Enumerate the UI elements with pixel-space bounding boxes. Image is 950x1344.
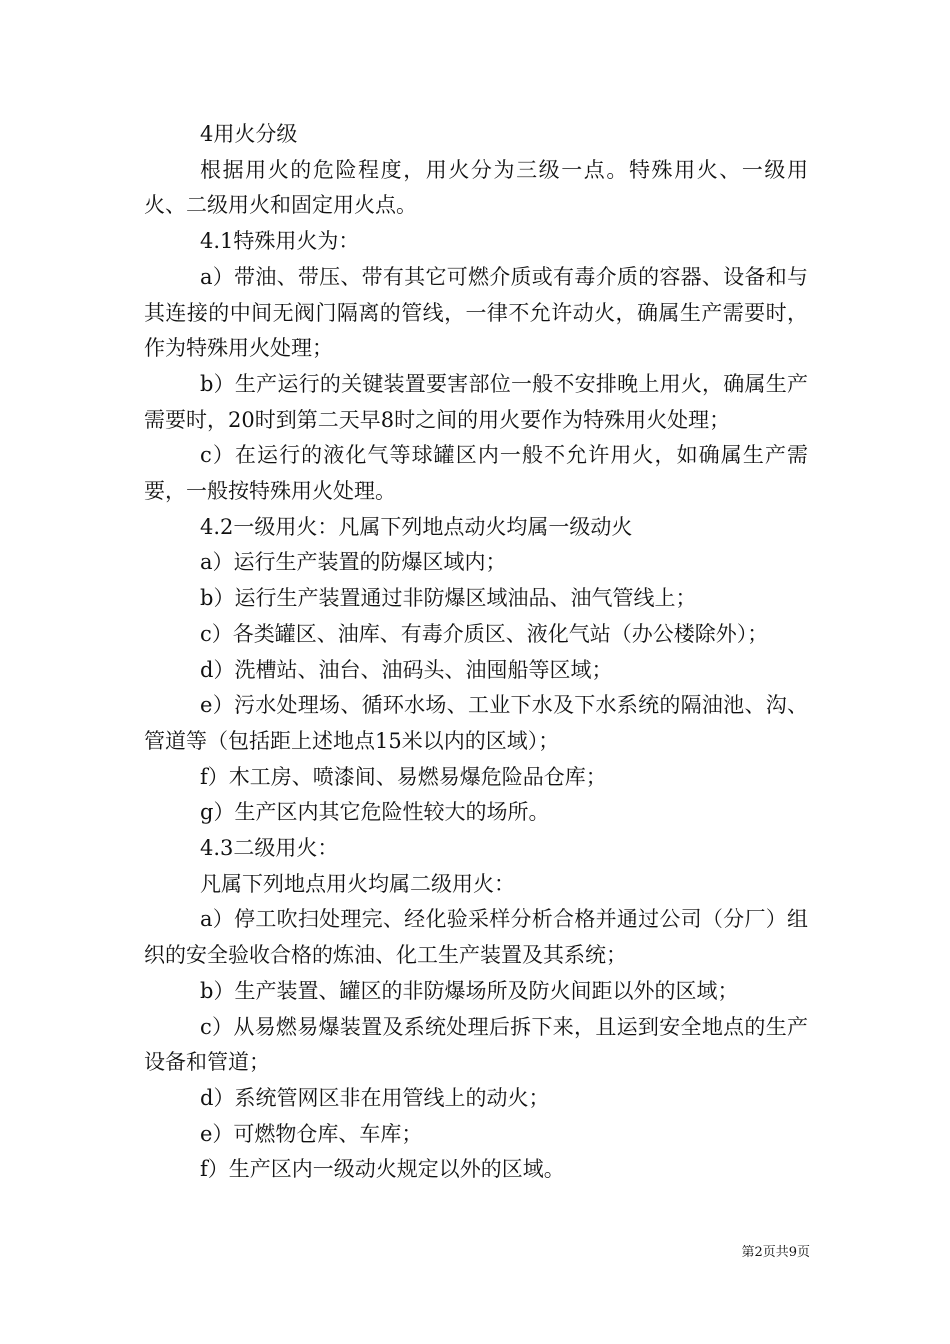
paragraph-intro: 根据用火的危险程度，用火分为三级一点。特殊用火、一级用火、二级用火和固定用火点。 bbox=[144, 157, 808, 218]
subsection-heading-4-3: 4.3二级用火： bbox=[200, 836, 339, 861]
document-body bbox=[144, 117, 808, 1188]
list-item-4-1-a: a）带油、带压、带有其它可燃介质或有毒介质的容器、设备和与其连接的中间无阀门隔离的管线，一律不允许动火，确属生产需要时，作为特殊用火处理； bbox=[144, 264, 808, 361]
list-item-4-3-f: f）生产区内一级动火规定以外的区域。 bbox=[200, 1157, 565, 1182]
list-item-4-2-c: c）各类罐区、油库、有毒介质区、液化气站（办公楼除外）； bbox=[200, 621, 769, 646]
subsection-heading-4-2: 4.2一级用火：凡属下列地点动火均属一级动火 bbox=[200, 514, 633, 539]
paragraph-4-3-intro: 凡属下列地点用火均属二级用火： bbox=[200, 871, 515, 896]
list-item-4-2-f: f）木工房、喷漆间、易燃易爆危险品仓库； bbox=[200, 764, 607, 789]
list-item-4-2-g: g）生产区内其它危险性较大的场所。 bbox=[200, 800, 550, 825]
list-item-4-2-a: a）运行生产装置的防爆区域内； bbox=[200, 550, 507, 575]
page-number-footer: 第2页共9页 bbox=[741, 1245, 810, 1260]
list-item-4-2-d: d）洗槽站、油台、油码头、油囤船等区域； bbox=[200, 657, 613, 682]
list-item-4-3-e: e）可燃物仓库、车库； bbox=[200, 1121, 423, 1146]
list-item-4-1-c: c）在运行的液化气等球罐区内一般不允许用火，如确属生产需要，一般按特殊用火处理。 bbox=[144, 443, 808, 504]
list-item-4-3-a: a）停工吹扫处理完、经化验采样分析合格并通过公司（分厂）组织的安全验收合格的炼油、化工生产装置及其系统； bbox=[144, 907, 808, 968]
list-item-4-3-c: c）从易燃易爆装置及系统处理后拆下来，且运到安全地点的生产设备和管道； bbox=[144, 1014, 808, 1075]
subsection-heading-4-1: 4.1特殊用火为： bbox=[200, 229, 360, 254]
section-heading-4: 4用火分级 bbox=[200, 122, 298, 146]
list-item-4-3-d: d）系统管网区非在用管线上的动火； bbox=[200, 1085, 550, 1110]
list-item-4-3-b: b）生产装置、罐区的非防爆场所及防火间距以外的区域； bbox=[200, 978, 739, 1003]
list-item-4-1-b: b）生产运行的关键装置要害部位一般不安排晚上用火，确属生产需要时，20时到第二天早8时之间的用火要作为特殊用火处理； bbox=[144, 371, 808, 432]
list-item-4-2-e: e）污水处理场、循环水场、工业下水及下水系统的隔油池、沟、管道等（包括距上述地点15米以内的区域）； bbox=[144, 693, 808, 753]
list-item-4-2-b: b）运行生产装置通过非防爆区域油品、油气管线上； bbox=[200, 586, 697, 611]
